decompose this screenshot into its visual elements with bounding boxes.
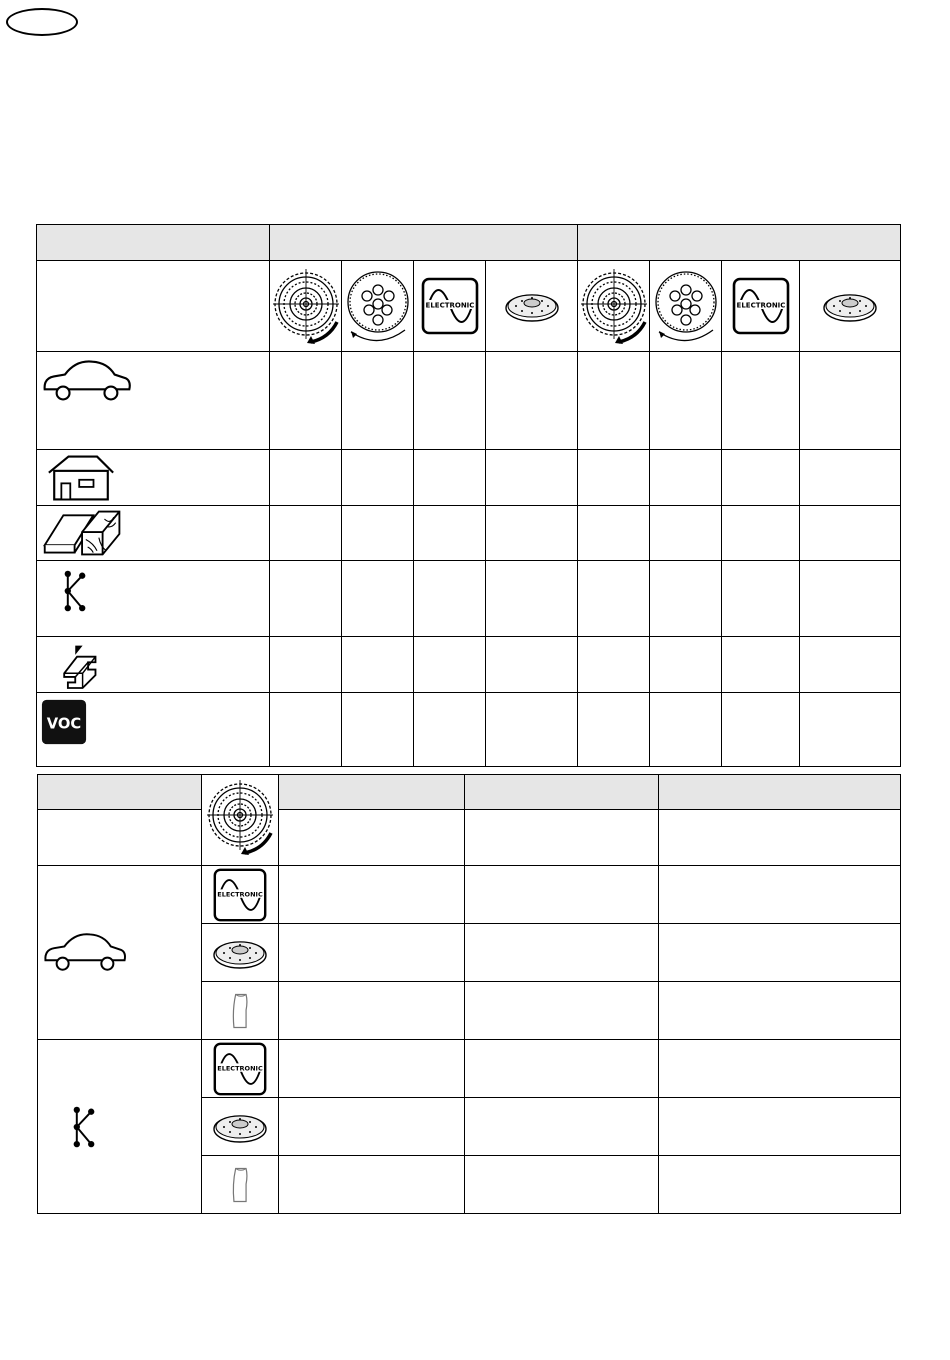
table1-cell (486, 450, 578, 506)
table1-cell (722, 561, 800, 637)
table1-header-application (37, 225, 270, 261)
voc-icon (41, 699, 87, 745)
table1-cell (414, 561, 486, 637)
table2-cell (279, 1156, 465, 1214)
row-house (37, 450, 270, 506)
table1-cell (578, 506, 650, 561)
table2-cell (659, 1098, 901, 1156)
sanding-pad-icon (210, 933, 270, 973)
table2-header-col1 (279, 775, 465, 810)
table1-cell (414, 261, 486, 352)
table1-cell (800, 506, 901, 561)
table2-cell (202, 1156, 279, 1214)
abrasive-tube-icon (227, 1163, 253, 1207)
table2-cell (279, 924, 465, 982)
table2-cell (465, 866, 659, 924)
metal-beam-icon (55, 640, 101, 690)
row-car (37, 352, 270, 450)
table1-cell (578, 693, 650, 767)
table1-cell (578, 352, 650, 450)
table1-cell (414, 352, 486, 450)
table1-cell (722, 693, 800, 767)
table1-header-model-a (270, 225, 578, 261)
table2-cell (465, 1098, 659, 1156)
row-filler (37, 561, 270, 637)
table1-cell (270, 261, 342, 352)
table2-cell (202, 924, 279, 982)
table2-cell (202, 866, 279, 924)
table2-cell (659, 924, 901, 982)
table1-cell (722, 261, 800, 352)
row-metal (37, 637, 270, 693)
rotary-mode-icon (579, 264, 649, 348)
table2-cell (465, 924, 659, 982)
table1-cell (800, 693, 901, 767)
electronic-speed-icon (212, 1041, 268, 1097)
table1-cell (650, 450, 722, 506)
table1-cell (650, 506, 722, 561)
table1-cell (270, 352, 342, 450)
table1-cell (722, 506, 800, 561)
table1-cell (650, 693, 722, 767)
table1-cell (578, 637, 650, 693)
table2-cell (279, 1040, 465, 1098)
table1-cell (800, 637, 901, 693)
abrasive-tube-icon (227, 989, 253, 1033)
table1-cell (270, 693, 342, 767)
table2-cell (659, 810, 901, 866)
accessory-table (37, 774, 901, 1214)
table1-cell (342, 261, 414, 352)
table2-cell (202, 982, 279, 1040)
random-orbit-mode-icon (651, 264, 721, 348)
table1-cell (650, 261, 722, 352)
table2-cell (202, 1098, 279, 1156)
table2-cell (465, 982, 659, 1040)
electronic-speed-icon (212, 867, 268, 923)
table1-cell (486, 693, 578, 767)
table1-cell (722, 352, 800, 450)
table1-cell (722, 450, 800, 506)
sanding-pad-icon (820, 286, 880, 326)
table1-cell (650, 352, 722, 450)
table1-icon-header-blank (37, 261, 270, 352)
table2-cell (465, 810, 659, 866)
table1-header-model-b (578, 225, 901, 261)
wood-icon (41, 509, 125, 557)
table1-cell (800, 352, 901, 450)
table1-cell (270, 561, 342, 637)
row-voc (37, 693, 270, 767)
table1-cell (486, 637, 578, 693)
random-orbit-mode-icon (343, 264, 413, 348)
sanding-pad-icon (502, 286, 562, 326)
table2-cell (202, 1040, 279, 1098)
row-car (38, 866, 202, 1040)
table2-cell (659, 982, 901, 1040)
table1-cell (342, 561, 414, 637)
table2-cell (38, 810, 202, 866)
table1-cell (578, 261, 650, 352)
table1-cell (270, 637, 342, 693)
table1-cell (578, 561, 650, 637)
table2-cell (279, 982, 465, 1040)
table1-cell (578, 450, 650, 506)
electronic-speed-icon (731, 276, 791, 336)
row-filler (38, 1040, 202, 1214)
table1-cell (650, 561, 722, 637)
car-icon (42, 931, 128, 974)
table2-cell (659, 1156, 901, 1214)
table1-cell (270, 450, 342, 506)
table2-cell (465, 1040, 659, 1098)
table1-cell (486, 506, 578, 561)
table1-cell (270, 506, 342, 561)
table2-cell (279, 810, 465, 866)
table2-cell (465, 1156, 659, 1214)
table2-cell (659, 1040, 901, 1098)
table1-cell (650, 637, 722, 693)
table1-cell (486, 261, 578, 352)
table2-cell (279, 1098, 465, 1156)
table2-header-application (38, 775, 202, 810)
filler-icon (66, 1103, 102, 1151)
electronic-speed-icon (420, 276, 480, 336)
table2-cell (279, 866, 465, 924)
table2-mode-icon-cell (202, 775, 279, 866)
table1-cell (800, 450, 901, 506)
table2-header-col2 (465, 775, 659, 810)
row-wood (37, 506, 270, 561)
table2-cell (659, 866, 901, 924)
table1-cell (722, 637, 800, 693)
table1-cell (342, 352, 414, 450)
table1-cell (486, 561, 578, 637)
table1-cell (342, 506, 414, 561)
table2-header-col3 (659, 775, 901, 810)
house-icon (45, 453, 117, 503)
table1-cell (342, 693, 414, 767)
car-icon (41, 358, 133, 404)
table1-cell (414, 506, 486, 561)
table1-cell (414, 450, 486, 506)
filler-icon (57, 567, 93, 615)
table1-cell (342, 637, 414, 693)
table1-cell (414, 637, 486, 693)
rotary-mode-icon (271, 264, 341, 348)
table1-cell (800, 261, 901, 352)
sanding-application-table (36, 224, 901, 767)
table1-cell (342, 450, 414, 506)
table1-cell (800, 561, 901, 637)
language-badge (6, 8, 78, 36)
table1-cell (414, 693, 486, 767)
rotary-mode-icon (205, 775, 275, 859)
sanding-pad-icon (210, 1107, 270, 1147)
table1-cell (486, 352, 578, 450)
